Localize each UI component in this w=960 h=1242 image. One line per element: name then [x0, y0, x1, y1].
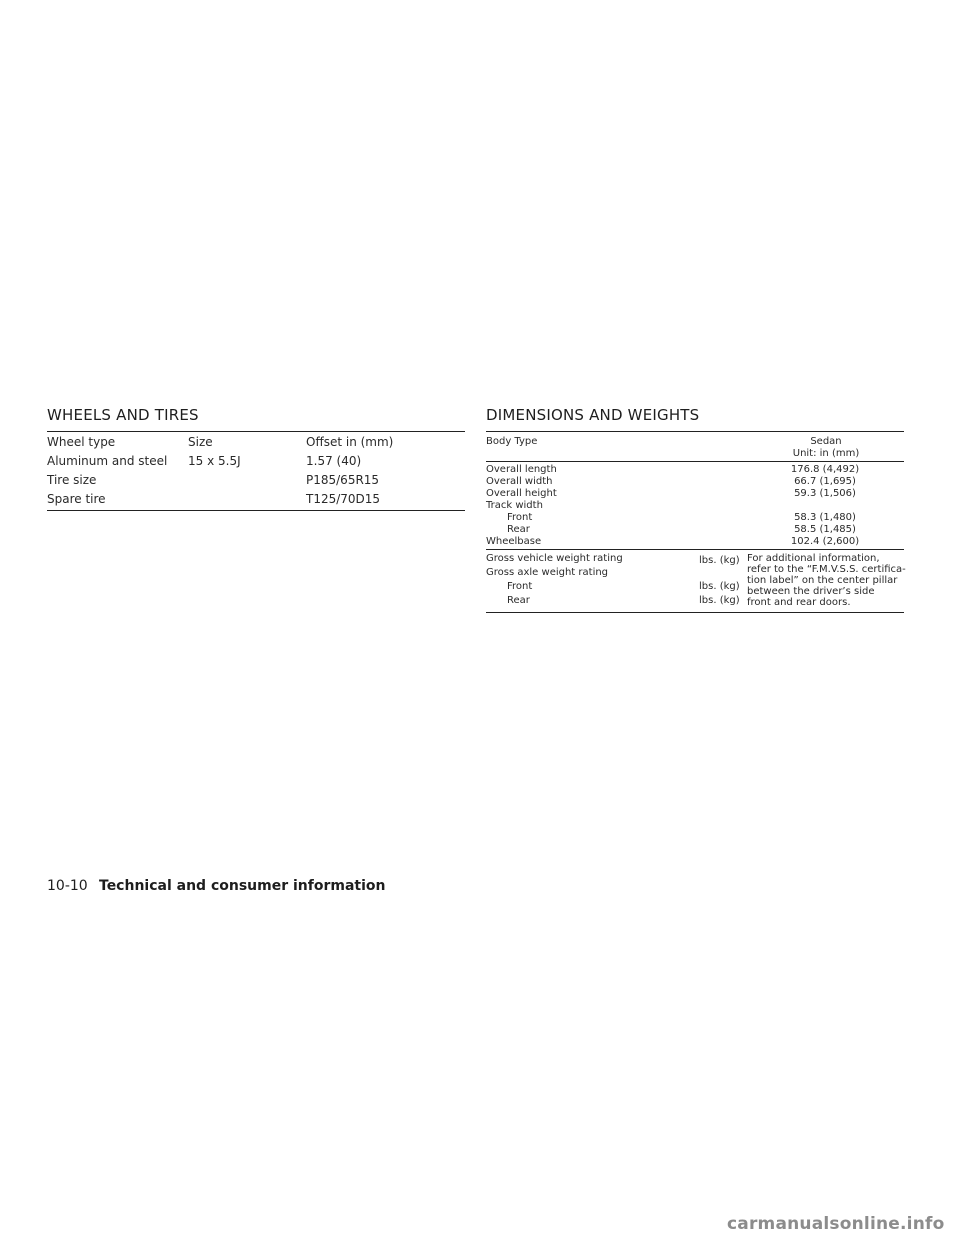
gawr-front-label: Front	[507, 581, 533, 592]
note-line: tion label” on the center pillar	[747, 575, 898, 586]
dim-label: Front	[507, 512, 533, 523]
table-row	[486, 536, 904, 548]
dim-value: 176.8 (4,492)	[790, 464, 860, 475]
table-row	[47, 471, 465, 490]
cell-wheel-type: Aluminum and steel	[47, 454, 168, 468]
wheels-table	[47, 433, 465, 509]
gvwr-label: Gross vehicle weight rating	[486, 553, 623, 564]
dim-value: 58.5 (1,485)	[794, 524, 856, 535]
fmvss-note	[747, 553, 904, 608]
note-line: front and rear doors.	[747, 597, 851, 608]
gawr-rear-unit: lbs. (kg)	[699, 595, 740, 606]
table-row	[486, 500, 904, 512]
dim-label: Overall width	[486, 476, 553, 487]
dimensions-header-rule	[486, 461, 904, 462]
cell-size: 15 x 5.5J	[188, 454, 241, 468]
dimensions-table	[486, 464, 904, 548]
note-line: between the driver’s side	[747, 586, 875, 597]
col-size: Size	[188, 435, 213, 449]
table-row	[486, 524, 904, 536]
dimensions-weights-title: DIMENSIONS AND WEIGHTS	[486, 406, 700, 424]
sedan-label: Sedan	[810, 436, 842, 447]
page-number: 10-10	[47, 878, 88, 894]
watermark: carmanualsonline.info	[727, 1214, 945, 1234]
wheels-tires-title: WHEELS AND TIRES	[47, 406, 199, 424]
section-title: Technical and consumer information	[99, 878, 386, 894]
dim-label: Overall length	[486, 464, 557, 475]
gvwr-unit: lbs. (kg)	[699, 555, 740, 566]
dim-value: 59.3 (1,506)	[794, 488, 856, 499]
dimensions-top-rule	[486, 431, 904, 432]
note-line: For additional information,	[747, 553, 880, 564]
dim-label: Wheelbase	[486, 536, 542, 547]
dim-label: Overall height	[486, 488, 557, 499]
wheels-header-row	[47, 433, 465, 452]
cell-offset: T125/70D15	[306, 492, 381, 506]
col-wheel-type: Wheel type	[47, 435, 116, 449]
dim-value: 58.3 (1,480)	[794, 512, 856, 523]
dim-label: Rear	[507, 524, 530, 535]
table-row	[486, 464, 904, 476]
wheels-top-rule	[47, 431, 465, 432]
table-row	[47, 452, 465, 471]
dim-label: Track width	[486, 500, 543, 511]
dim-value: 66.7 (1,695)	[794, 476, 856, 487]
table-row	[47, 490, 465, 509]
wheels-bottom-rule	[47, 510, 465, 511]
note-line: refer to the “F.M.V.S.S. certifica-	[747, 564, 906, 575]
gawr-label: Gross axle weight rating	[486, 567, 609, 578]
gawr-rear-label: Rear	[507, 595, 530, 606]
unit-label: Unit: in (mm)	[792, 448, 860, 459]
cell-offset: P185/65R15	[306, 473, 380, 487]
dim-value: 102.4 (2,600)	[790, 536, 860, 547]
weights-rule	[486, 549, 904, 550]
dimensions-bottom-rule	[486, 612, 904, 613]
cell-wheel-type: Spare tire	[47, 492, 106, 506]
body-type-label: Body Type	[486, 436, 538, 447]
cell-offset: 1.57 (40)	[306, 454, 362, 468]
cell-wheel-type: Tire size	[47, 473, 97, 487]
table-row	[486, 488, 904, 500]
gawr-front-unit: lbs. (kg)	[699, 581, 740, 592]
table-row	[486, 512, 904, 524]
col-offset: Offset in (mm)	[306, 435, 394, 449]
table-row	[486, 476, 904, 488]
